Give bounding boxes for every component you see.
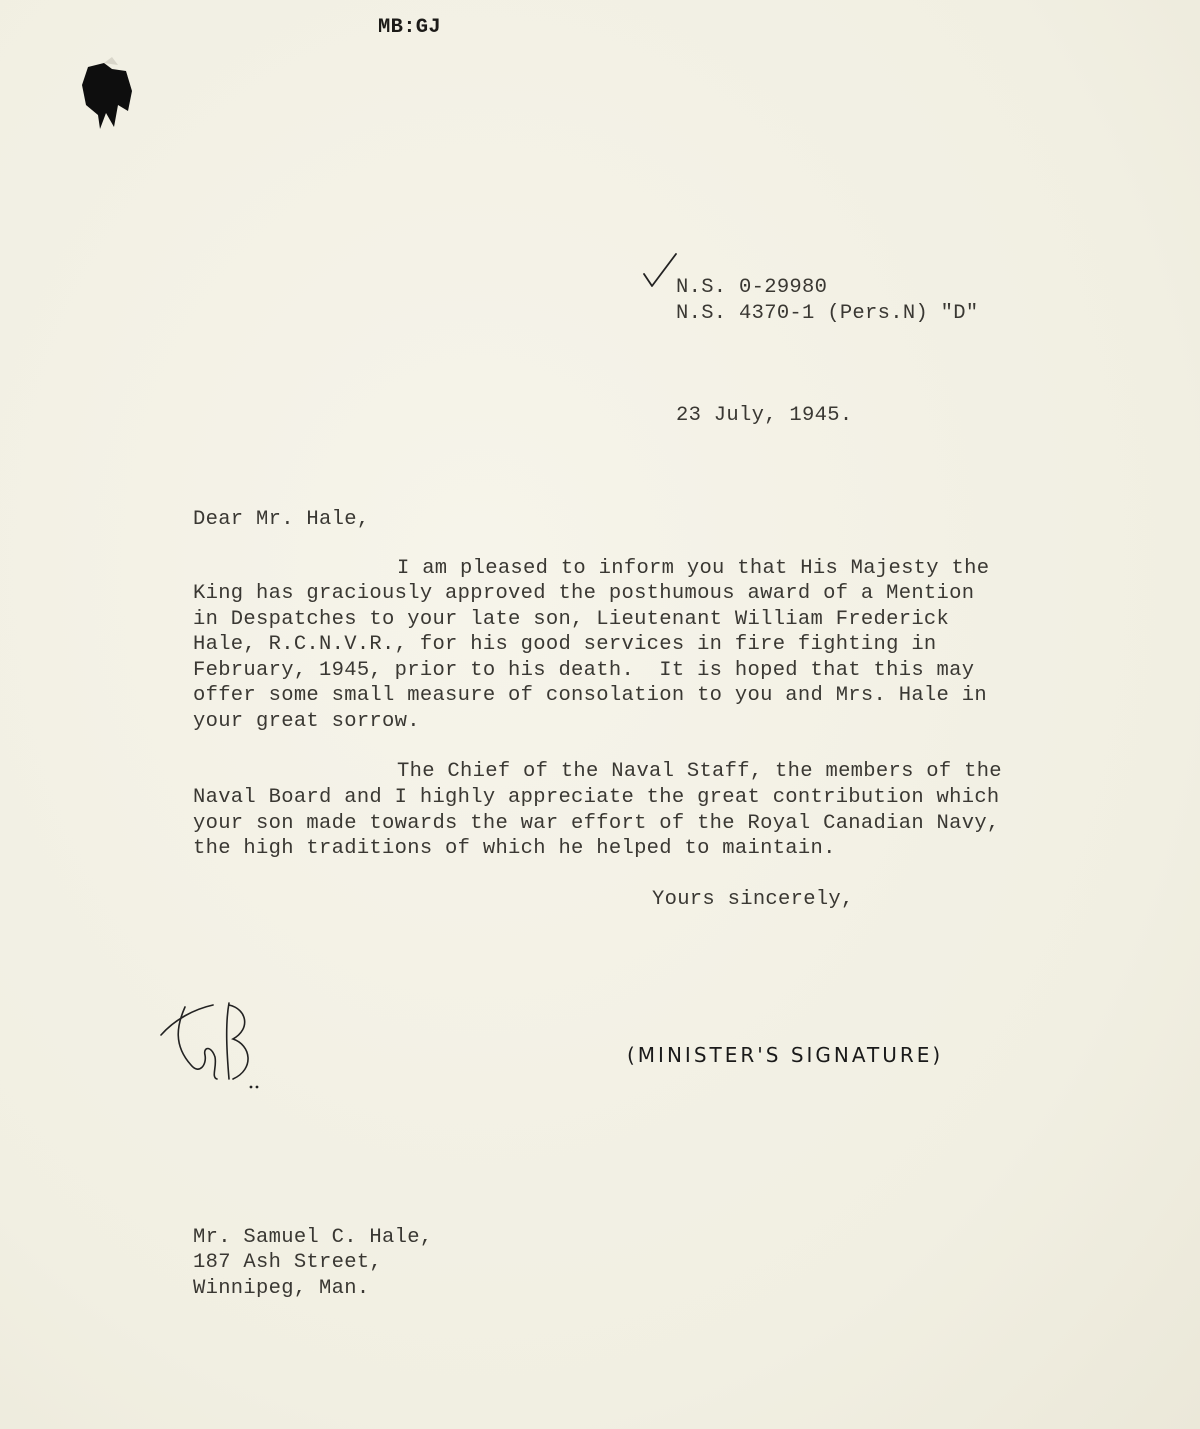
paragraph-2-line: Naval Board and I highly appreciate the great contribution which (193, 786, 1000, 809)
paragraph-2-line: The Chief of the Naval Staff, the members of the (397, 760, 1002, 783)
paragraph-1-line: offer some small measure of consolation to you and Mrs. Hale in (193, 684, 987, 707)
minister-signature-note: (MINISTER'S SIGNATURE) (627, 1043, 944, 1067)
recipient-city: Winnipeg, Man. (193, 1277, 370, 1300)
paragraph-1-line: Hale, R.C.N.V.R., for his good services in fire fighting in (193, 633, 937, 656)
reference-line-1: N.S. 0-29980 (676, 276, 828, 299)
letter-date: 23 July, 1945. (676, 404, 853, 427)
paragraph-1-line: King has graciously approved the posthumous award of a Mention (193, 582, 975, 605)
closing: Yours sincerely, (652, 888, 854, 911)
handwritten-initials-signature (155, 995, 265, 1095)
paragraph-1-line: your great sorrow. (193, 710, 420, 733)
recipient-street: 187 Ash Street, (193, 1251, 383, 1274)
paragraph-1-line: February, 1945, prior to his death. It is hoped that this may (193, 659, 975, 682)
punch-hole-mark (78, 55, 138, 135)
paragraph-2-line: the high traditions of which he helped to maintain. (193, 837, 836, 860)
paragraph-2-line: your son made towards the war effort of the Royal Canadian Navy, (193, 812, 1000, 835)
salutation: Dear Mr. Hale, (193, 508, 370, 531)
paragraph-1-line: in Despatches to your late son, Lieutenant William Frederick (193, 608, 950, 631)
check-mark-icon (640, 250, 680, 292)
paragraph-1-line: I am pleased to inform you that His Majesty the (397, 557, 990, 580)
reference-line-2: N.S. 4370-1 (Pers.N) "D" (676, 302, 979, 325)
recipient-name: Mr. Samuel C. Hale, (193, 1226, 433, 1249)
typist-initials: MB:GJ (378, 16, 442, 39)
